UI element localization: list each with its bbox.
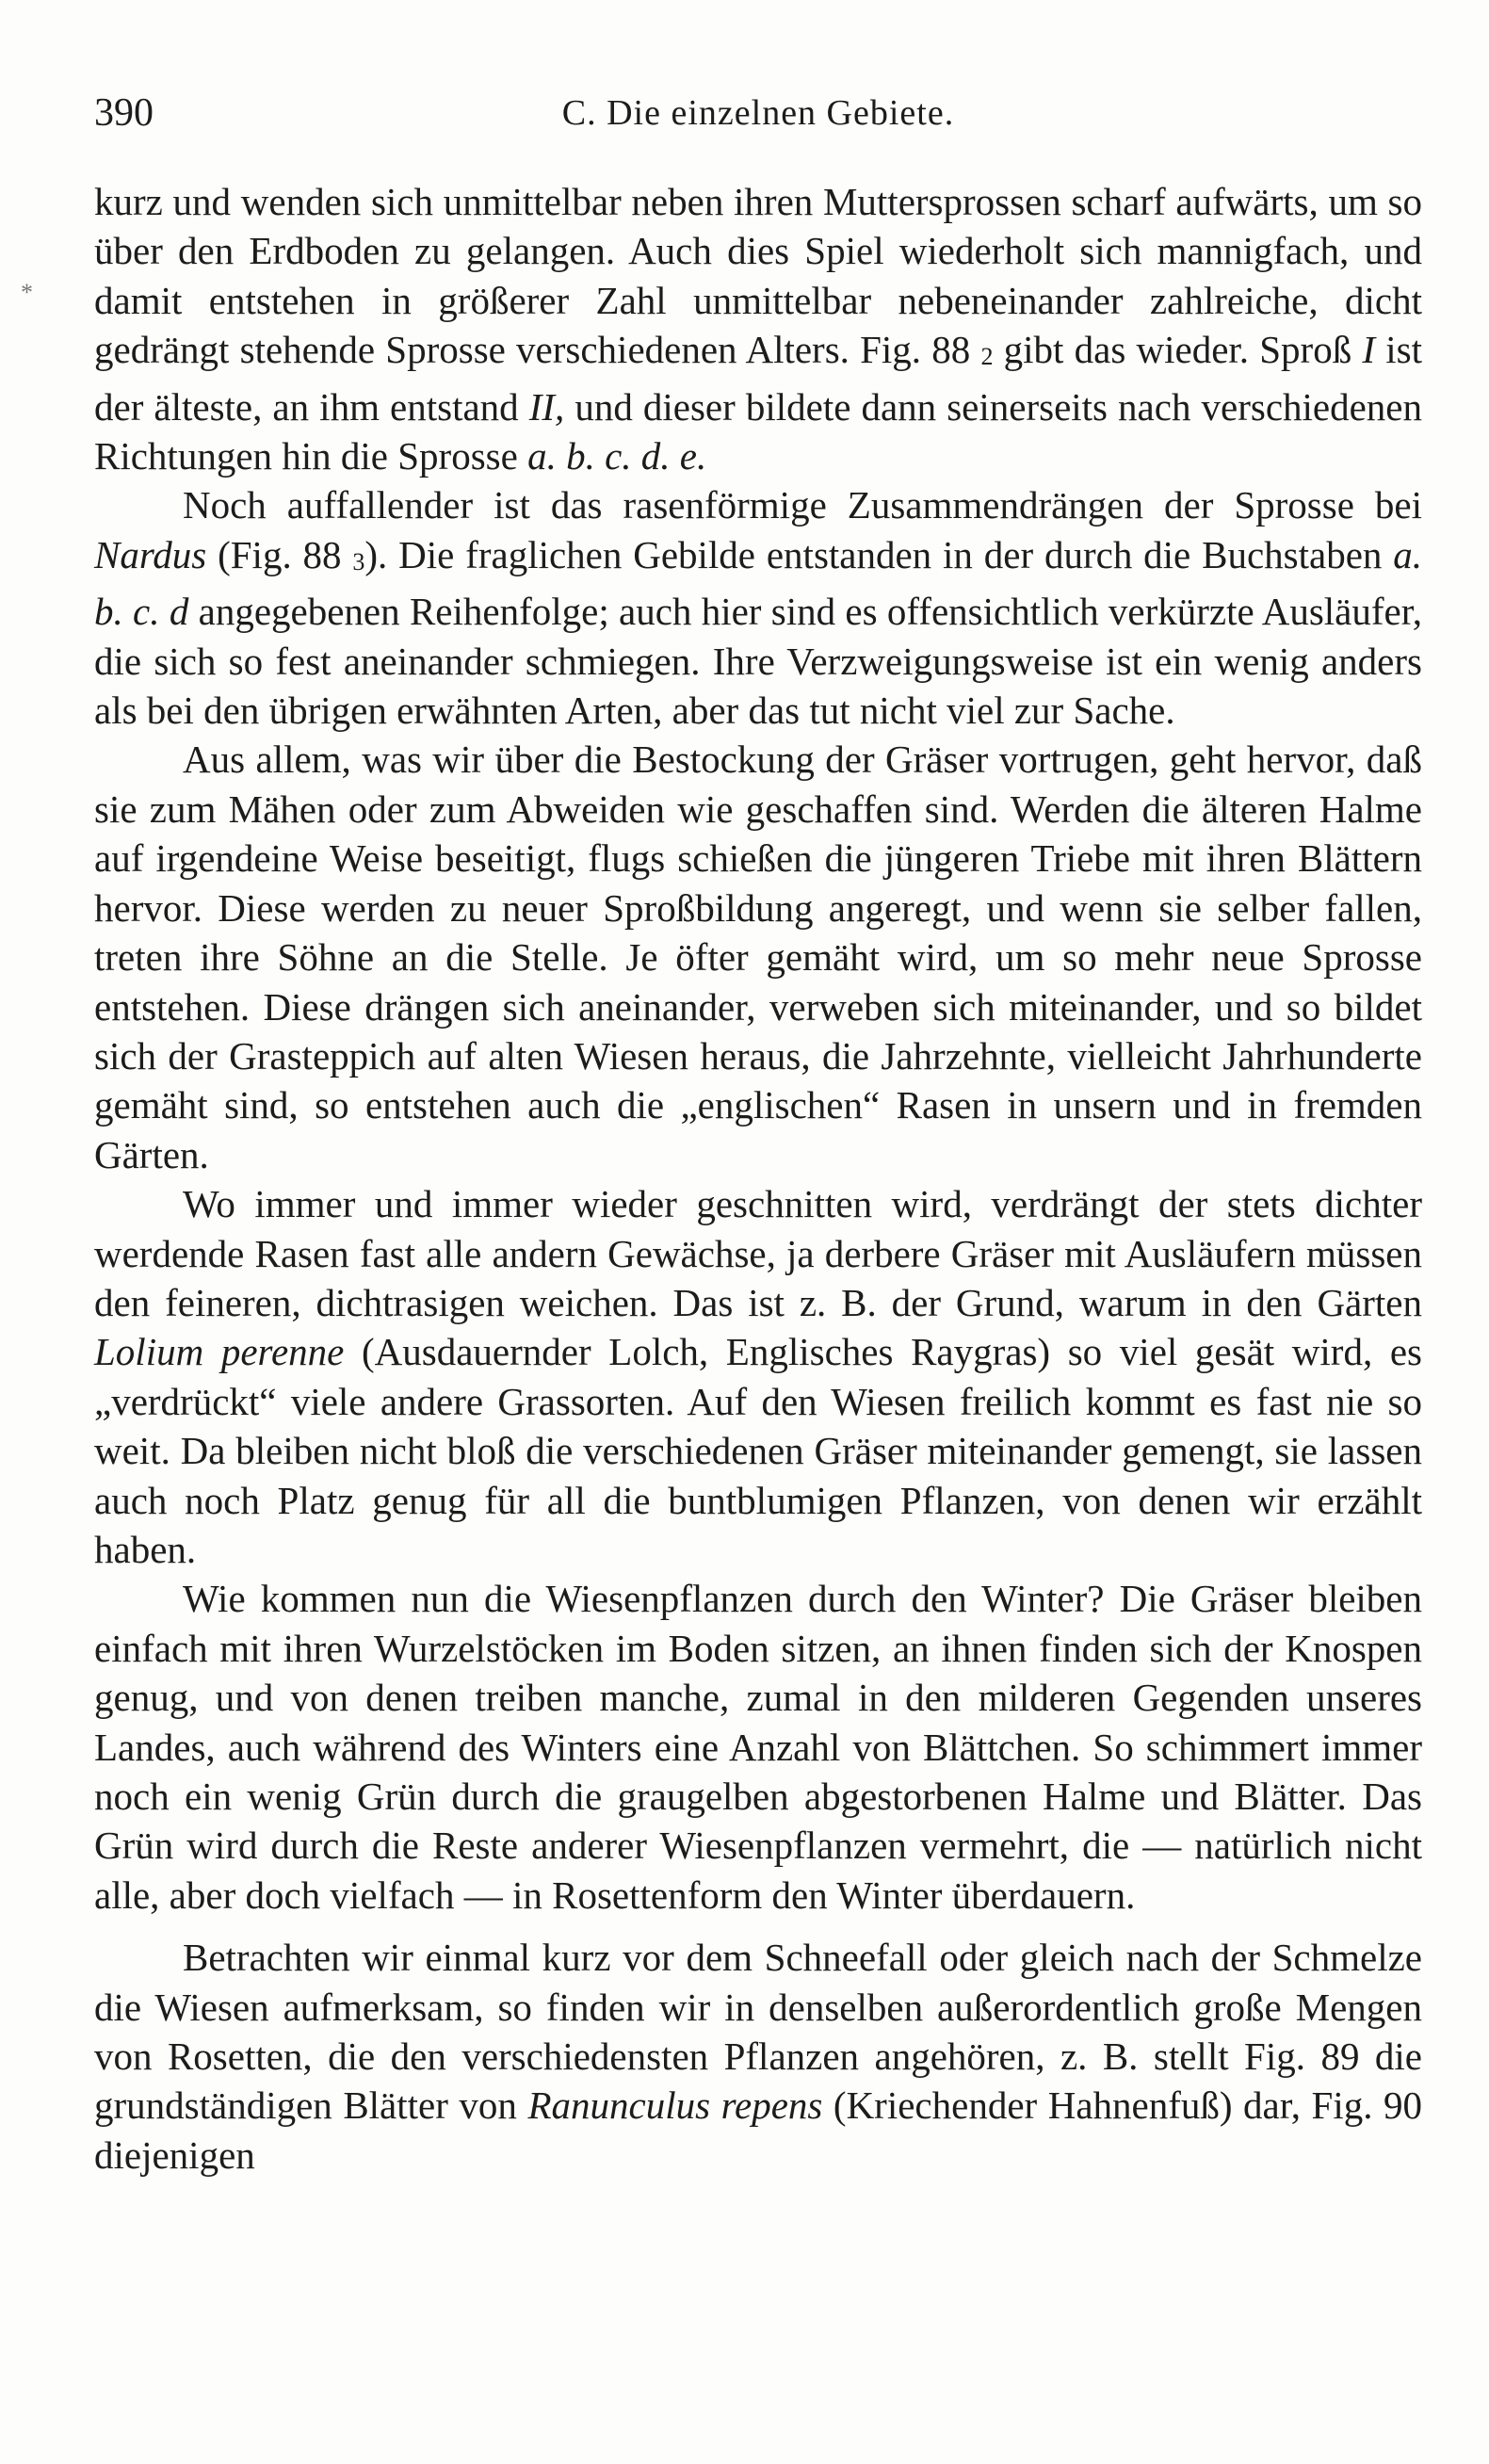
page-number: 390	[94, 91, 154, 135]
text-run: gibt das wieder. Sproß	[993, 328, 1363, 372]
text-run: (Ausdauernder Lolch, Englisches Raygras) so viel gesät wird, es „verdrückt“ viele andere Grassorten. Auf den Wiesen freilich kommt es fast nie so weit. Da bleiben nicht bloß die verschiedenen Gräser miteinander gemengt, sie lassen auch noch Platz genug für all die buntblumigen Pflanzen, von denen wir erzählt haben.	[94, 1330, 1422, 1571]
paragraph	[94, 1933, 1422, 2180]
italic-text: a. b. c. d	[94, 532, 1422, 634]
text-run: Betrachten wir einmal kurz vor dem Schneefall oder gleich nach der Schmelze die Wiesen aufmerksam, so finden wir in denselben außerordentlich große Mengen von Rosetten, die den verschiedensten Pflanzen angehören, z. B. stellt Fig. 89 die grundständigen Blätter von	[94, 1936, 1422, 2128]
text-run: angegebenen Reihenfolge; auch hier sind es offensichtlich verkürzte Ausläufer, die sich so fest aneinander schmiegen. Ihre Verzweigungsweise ist ein wenig anders als bei den übrigen erwähnten Arten, aber das tut nicht viel zur Sache.	[94, 590, 1422, 733]
text-run: ). Die fraglichen Gebilde entstanden in der durch die Buchstaben	[364, 532, 1394, 576]
italic-text: Lolium perenne	[94, 1330, 345, 1374]
figure-subscript: 2	[980, 343, 994, 371]
text-run: Noch auffallender ist das rasenförmige Zusammendrängen der Sprosse bei	[183, 483, 1422, 527]
body-text	[94, 177, 1422, 2180]
italic-text: a. b. c. d. e.	[527, 434, 707, 478]
margin-mark: *	[21, 279, 33, 306]
text-run: Wo immer und immer wieder geschnitten wird, verdrängt der stets dichter werdende Rasen fast alle andern Gewächse, ja derbere Gräser mit Ausläufern müssen den feineren, dichtrasigen weichen. Das ist z. B. der Grund, warum in den Gärten	[94, 1182, 1422, 1324]
running-head: C. Die einzelnen Gebiete.	[561, 93, 955, 133]
text-run: Wie kommen nun die Wiesenpflanzen durch den Winter? Die Gräser bleiben einfach mit ihren Wurzelstöcken im Boden sitzen, an ihnen finden sich der Knospen genug, und von denen treiben manche, zumal in den milderen Gegenden unseres Landes, auch während des Winters eine Anzahl von Blättchen. So schimmert immer noch ein wenig Grün durch die graugelben abgestorbenen Halme und Blätter. Das Grün wird durch die Reste anderer Wiesenpflanzen vermehrt, die — natürlich nicht alle, aber doch vielfach — in Rosettenform den Winter überdauern.	[94, 1577, 1422, 1917]
text-run: (Kriechender Hahnenfuß) dar, Fig. 90 diejenigen	[94, 2083, 1423, 2177]
paragraph	[94, 1574, 1422, 1920]
paragraph	[94, 177, 1422, 480]
italic-text: I	[1362, 328, 1376, 372]
text-run: kurz und wenden sich unmittelbar neben ihren Muttersprossen scharf aufwärts, um so über den Erdboden zu gelangen. Auch dies Spiel wiederholt sich mannigfach, und damit entstehen in größerer Zahl unmittelbar nebeneinander zahlreiche, dicht gedrängt stehende Sprosse verschiedenen Alters. Fig. 88	[94, 180, 1422, 372]
italic-text: Ranunculus repens	[527, 2083, 823, 2128]
paragraph	[94, 735, 1422, 1179]
italic-text: II,	[528, 384, 565, 429]
text-run: Aus allem, was wir über die Bestockung der Gräser vortrugen, geht hervor, daß sie zum Mähen oder zum Abweiden wie geschaffen sind. Werden die älteren Halme auf irgendeine Weise beseitigt, flugs schießen die jüngeren Triebe mit ihren Blättern hervor. Diese werden zu neuer Sproßbildung angeregt, und wenn sie selber fallen, treten ihre Söhne an die Stelle. Je öfter gemäht wird, um so mehr neue Sprosse entstehen. Diese drängen sich aneinander, verweben sich miteinander, und so bildet sich der Grasteppich auf alten Wiesen heraus, die Jahrzehnte, vielleicht Jahrhunderte gemäht sind, so entstehen auch die „englischen“ Rasen in unsern und in fremden Gärten.	[94, 738, 1422, 1176]
text-run: ist der älteste, an ihm entstand	[94, 328, 1422, 429]
figure-subscript: 3	[352, 547, 365, 575]
paragraph	[94, 1179, 1422, 1574]
page-header	[94, 87, 1422, 139]
italic-text: Nardus	[94, 532, 207, 576]
paragraph	[94, 480, 1422, 735]
text-run: (Fig. 88	[206, 532, 353, 576]
text-run: und dieser bildete dann seinerseits nach verschiedenen Richtungen hin die Sprosse	[94, 384, 1422, 478]
